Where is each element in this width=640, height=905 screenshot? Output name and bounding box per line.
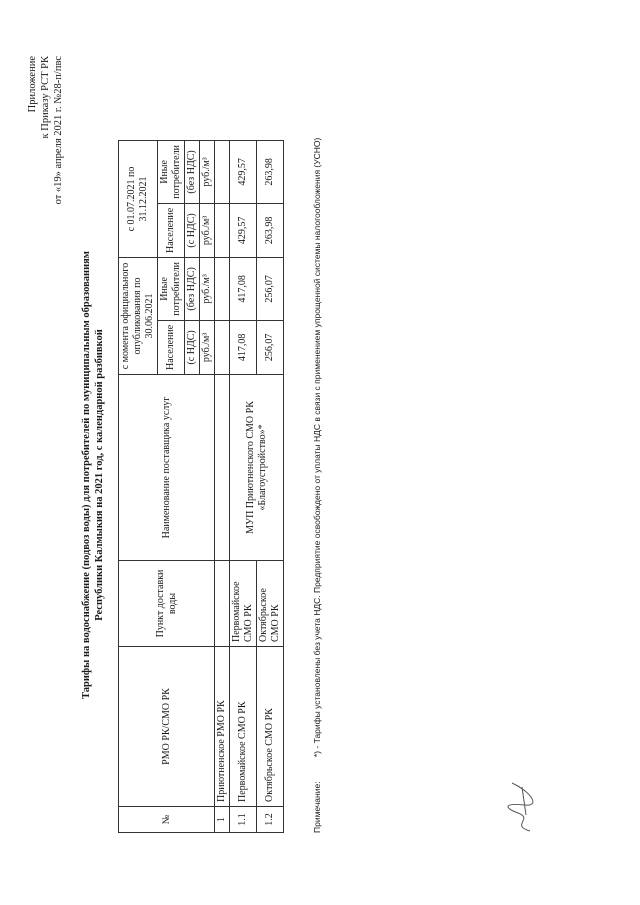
footnote-label: Примечание: [312, 781, 322, 833]
appendix-header [26, 56, 65, 204]
header-rmo: РМО РК/СМО РК [119, 647, 215, 807]
document-title [80, 155, 106, 795]
row-p1-other: 256,07 [257, 258, 284, 321]
unit-cell: руб./м³ [200, 203, 215, 257]
row-delivery-point: Октябрьское СМО РК [257, 561, 284, 647]
section-name: Приютненское РМО РК [215, 647, 230, 807]
row-delivery-point: Первомайское СМО РК [230, 561, 257, 647]
row-num: 1.2 [257, 807, 284, 833]
header-p2-vat-without: (без НДС) [185, 141, 200, 204]
row-rmo: Октябрьское СМО РК [257, 647, 284, 807]
footnote-text: *) - Тарифы установлены без учета НДС. Предприятие освобождено от уплаты НДС в связи с применением упрощенной системы налогообложения (УСНО) [312, 137, 322, 758]
row-rmo: Первомайское СМО РК [230, 647, 257, 807]
header-p1-other: Иные потребители [158, 258, 185, 321]
row-p1-other: 417,08 [230, 258, 257, 321]
row-p1-population: 417,08 [230, 320, 257, 374]
row-p2-population: 263,98 [257, 203, 284, 257]
header-p2-population: Население [158, 203, 185, 257]
header-supplier: Наименование поставщика услуг [119, 375, 215, 561]
title-line-1: Тарифы на водоснабжение (подвоз воды) для потребителей по муниципальным образованиям [81, 251, 92, 699]
supplier-name: МУП Приютненского СМО РК «Благоустройство»* [230, 375, 284, 561]
unit-cell: руб./м³ [200, 258, 215, 321]
unit-cell: руб./м³ [200, 320, 215, 374]
signature-scribble [500, 775, 540, 835]
row-p2-other: 263,98 [257, 141, 284, 204]
footnote [312, 53, 323, 833]
header-period-2: с 01.07.2021 по 31.12.2021 [119, 141, 158, 258]
row-p2-other: 429,57 [230, 141, 257, 204]
order-reference: к Приказу РСТ РК [40, 56, 51, 139]
row-p1-population: 256,07 [257, 320, 284, 374]
header-p2-other: Иные потребители [158, 141, 185, 204]
header-p2-vat-with: (с НДС) [185, 203, 200, 257]
header-p1-vat-without: (без НДС) [185, 258, 200, 321]
appendix-label: Приложение [27, 56, 38, 113]
order-date: от «19» апреля 2021 г. №28-п/пвс [53, 56, 64, 205]
row-num: 1.1 [230, 807, 257, 833]
section-row [215, 141, 230, 833]
unit-cell: руб./м³ [200, 141, 215, 204]
title-line-2: Республики Калмыкия на 2021 год, с календарной разбивкой [94, 329, 105, 621]
section-num: 1 [215, 807, 230, 833]
tariff-table [118, 140, 284, 833]
header-p1-population: Население [158, 320, 185, 374]
header-p1-vat-with: (с НДС) [185, 320, 200, 374]
row-p2-population: 429,57 [230, 203, 257, 257]
header-period-1: с момента официального опубликования по 30.06.2021 [119, 258, 158, 375]
header-row-1 [119, 141, 158, 833]
table-row [230, 141, 257, 833]
header-delivery-point: Пункт доставки воды [119, 561, 215, 647]
header-num: № [119, 807, 215, 833]
